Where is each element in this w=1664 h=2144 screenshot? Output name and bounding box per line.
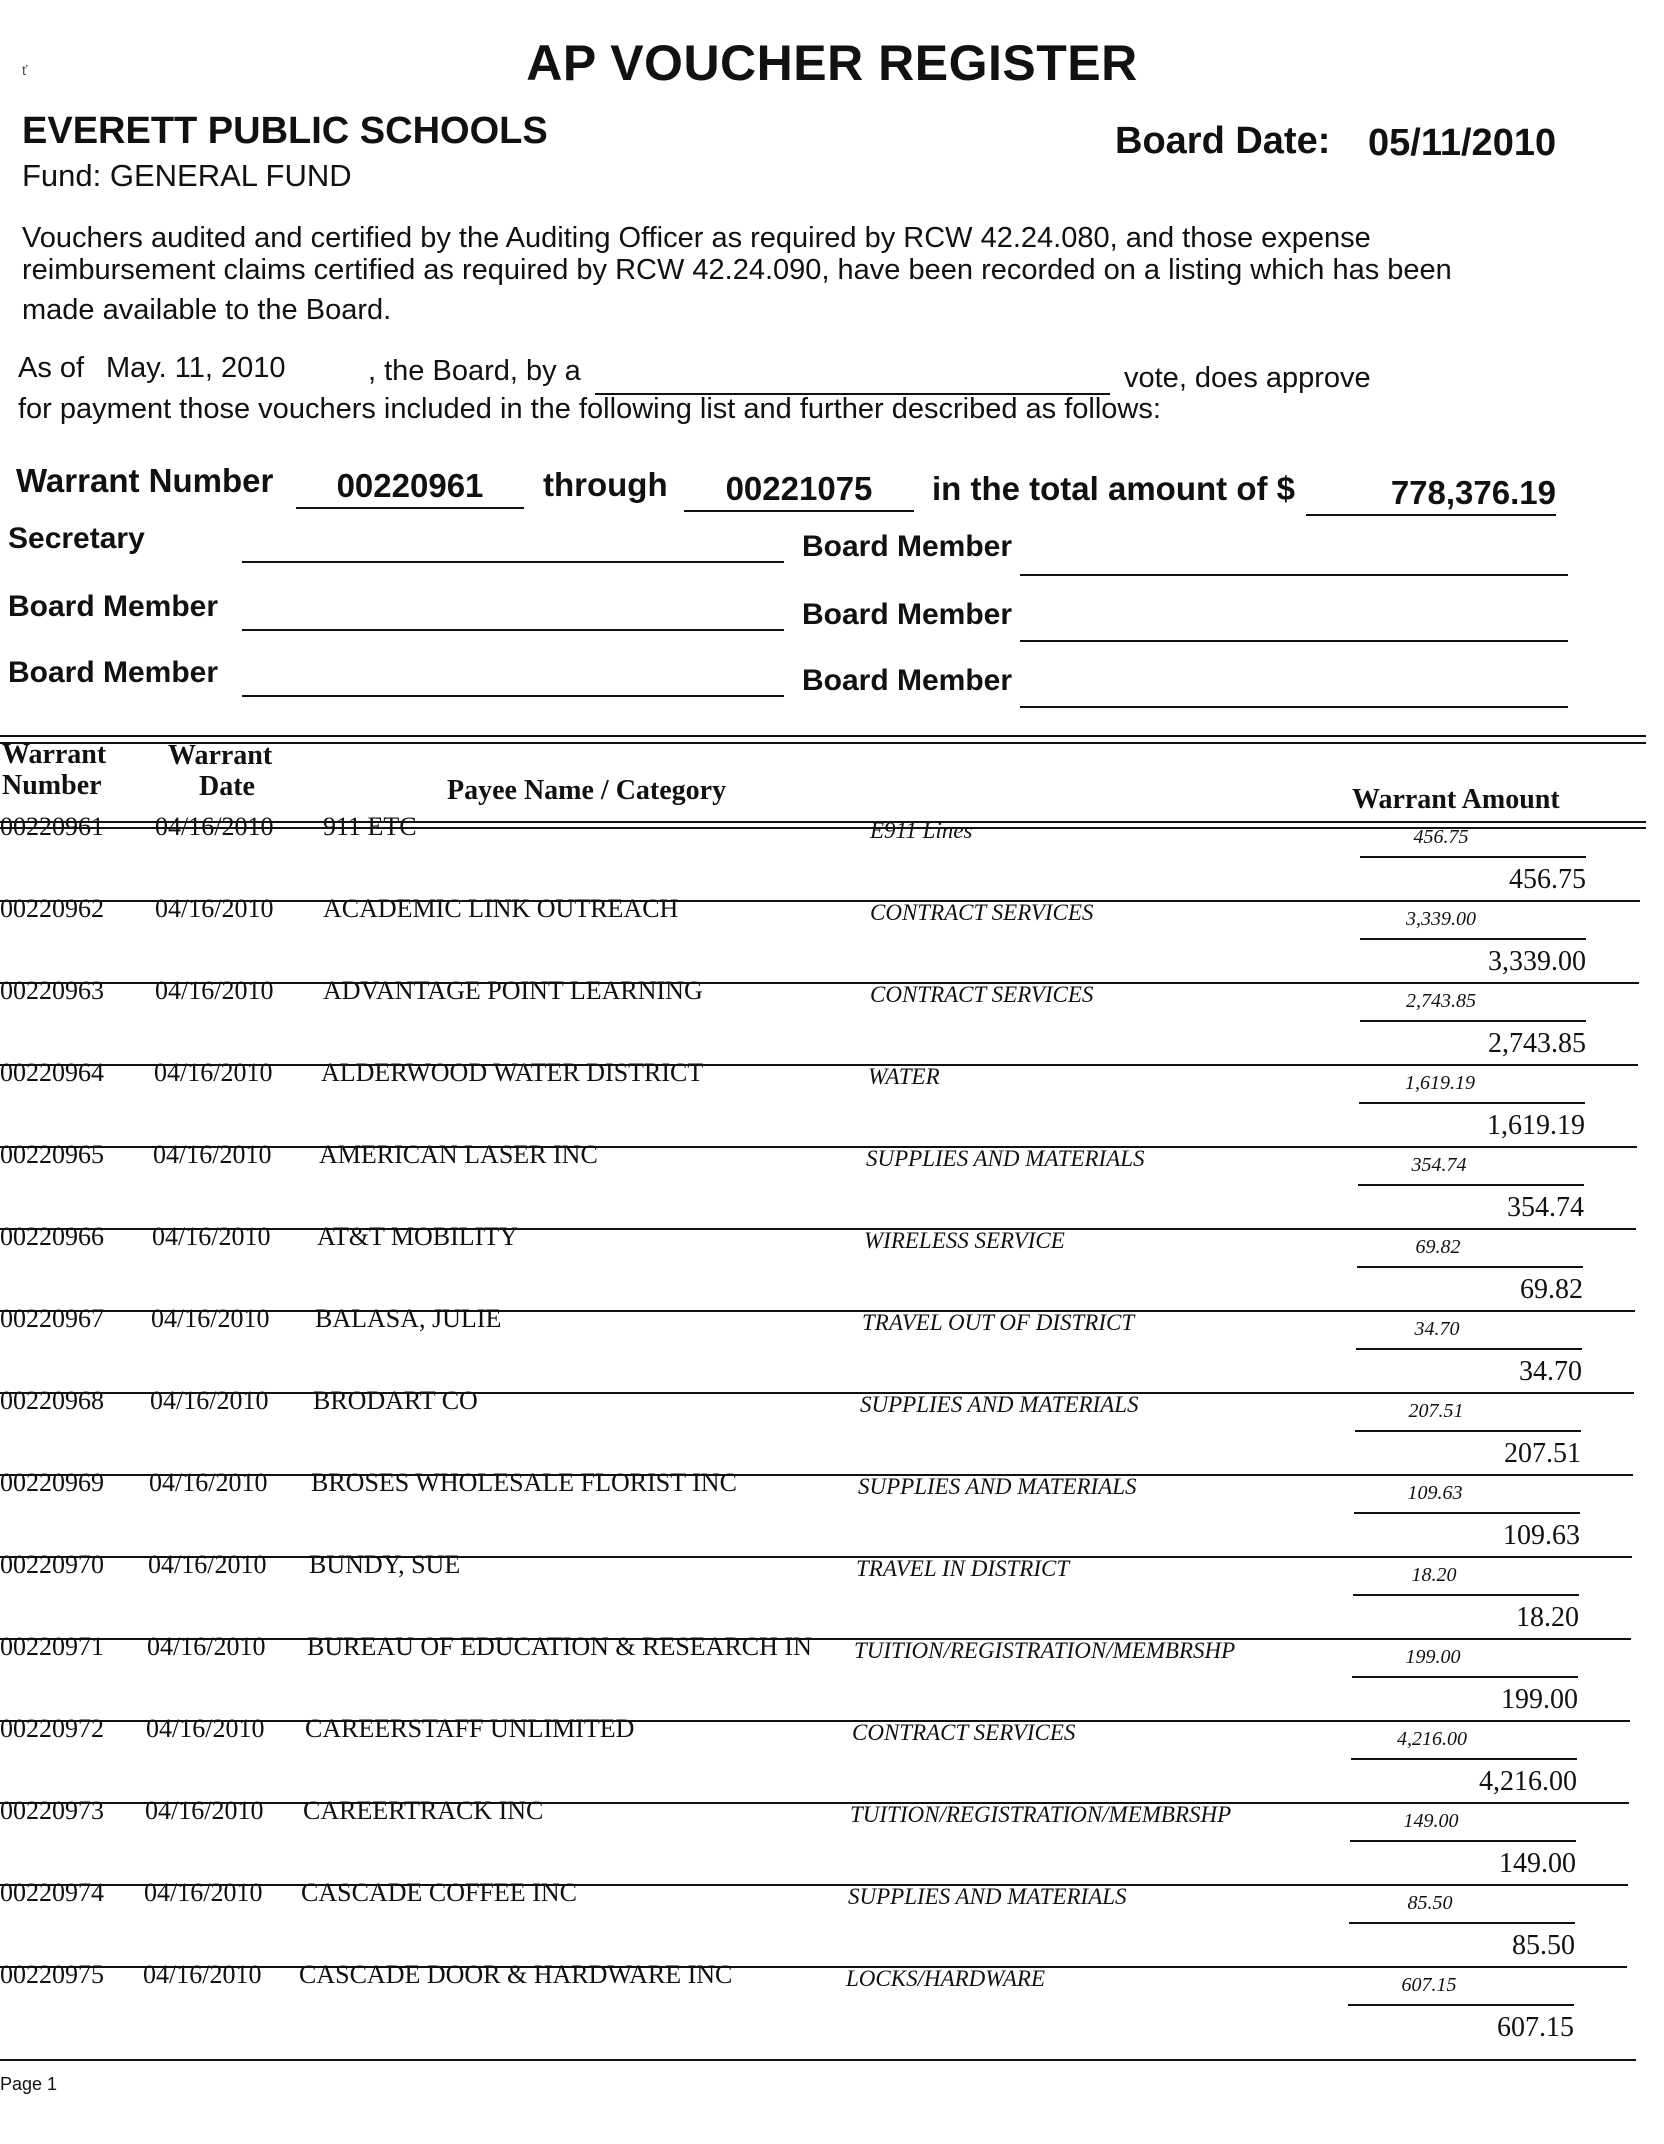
board-member-label: Board Member xyxy=(802,664,1013,697)
total-amount-value: 778,376.19 xyxy=(1306,474,1556,516)
warrant-number: 00220974 xyxy=(0,1878,104,1907)
warrant-from: 00220961 xyxy=(296,467,524,509)
line-amount: 4,216.00 xyxy=(1397,1728,1467,1750)
warrant-total: 1,619.19 xyxy=(1487,1110,1585,1141)
vote-text: vote, does approve xyxy=(1124,362,1371,394)
warrant-through-label: through xyxy=(543,466,668,503)
payee-category: TRAVEL OUT OF DISTRICT xyxy=(862,1310,1135,1335)
subtotal-underline xyxy=(1360,1020,1586,1022)
report-title: AP VOUCHER REGISTER xyxy=(526,35,1138,91)
subtotal-underline xyxy=(1350,1840,1576,1842)
warrant-number: 00220971 xyxy=(0,1632,104,1661)
header-text: Warrant xyxy=(168,740,273,771)
header-text: Number xyxy=(2,770,102,801)
warrant-total: 85.50 xyxy=(1512,1930,1575,1961)
line-amount: 207.51 xyxy=(1408,1400,1464,1422)
board-member-label: Board Member xyxy=(802,598,1013,631)
line-amount: 3,339.00 xyxy=(1406,908,1476,930)
warrant-number: 00220973 xyxy=(0,1796,104,1825)
warrant-number: 00220962 xyxy=(0,894,104,923)
board-member-signature-line xyxy=(1020,574,1568,576)
subtotal-underline xyxy=(1358,1184,1584,1186)
payee-name: BROSES WHOLESALE FLORIST INC xyxy=(311,1468,737,1497)
warrant-number: 00220968 xyxy=(0,1386,104,1415)
warrant-date: 04/16/2010 xyxy=(143,1960,262,1989)
subtotal-underline xyxy=(1353,1594,1579,1596)
certification-line-5: for payment those vouchers included in the following list and further described as follows: xyxy=(18,393,1161,425)
warrant-total: 4,216.00 xyxy=(1479,1766,1577,1797)
payee-name: BRODART CO xyxy=(313,1386,478,1415)
fund-label: Fund: GENERAL FUND xyxy=(22,158,352,193)
warrant-date: 04/16/2010 xyxy=(148,1550,267,1579)
line-amount: 149.00 xyxy=(1403,1810,1459,1832)
payee-name: BALASA, JULIE xyxy=(315,1304,502,1333)
table-bottom-rule xyxy=(0,2059,1636,2061)
warrant-total: 18.20 xyxy=(1516,1602,1579,1633)
payee-category: SUPPLIES AND MATERIALS xyxy=(848,1884,1127,1909)
subtotal-underline xyxy=(1360,938,1586,940)
line-amount: 18.20 xyxy=(1411,1564,1457,1586)
board-member-signature-line xyxy=(1020,706,1568,708)
header-warrant-date xyxy=(168,740,272,802)
subtotal-underline xyxy=(1354,1512,1580,1514)
warrant-date: 04/16/2010 xyxy=(149,1468,268,1497)
payee-name: CAREERTRACK INC xyxy=(303,1796,544,1825)
as-of-label: As of xyxy=(18,352,85,384)
warrant-number: 00220961 xyxy=(0,812,104,841)
subtotal-underline xyxy=(1349,1922,1575,1924)
subtotal-underline xyxy=(1352,1676,1578,1678)
warrant-date: 04/16/2010 xyxy=(144,1878,263,1907)
warrant-date: 04/16/2010 xyxy=(146,1714,265,1743)
warrant-date: 04/16/2010 xyxy=(151,1304,270,1333)
warrant-number: 00220972 xyxy=(0,1714,104,1743)
warrant-total: 354.74 xyxy=(1507,1192,1584,1223)
stray-mark: ť xyxy=(22,62,28,78)
warrant-date: 04/16/2010 xyxy=(145,1796,264,1825)
payee-name: CASCADE COFFEE INC xyxy=(301,1878,577,1907)
payee-category: SUPPLIES AND MATERIALS xyxy=(866,1146,1145,1171)
warrant-date: 04/16/2010 xyxy=(155,894,274,923)
board-member-signature-line xyxy=(242,629,784,631)
subtotal-underline xyxy=(1348,2004,1574,2006)
line-amount: 607.15 xyxy=(1401,1974,1457,1996)
warrant-date: 04/16/2010 xyxy=(155,812,274,841)
payee-category: TRAVEL IN DISTRICT xyxy=(856,1556,1070,1581)
board-member-label: Board Member xyxy=(8,590,219,623)
header-warrant-amount: Warrant Amount xyxy=(1352,784,1560,815)
board-member-signature-line xyxy=(242,695,784,697)
warrant-total: 149.00 xyxy=(1499,1848,1576,1879)
certification-line-3: made available to the Board. xyxy=(22,294,392,326)
subtotal-underline xyxy=(1351,1758,1577,1760)
secretary-signature-line xyxy=(242,561,784,563)
payee-name: ADVANTAGE POINT LEARNING xyxy=(323,976,703,1005)
payee-name: AT&T MOBILITY xyxy=(317,1222,519,1251)
payee-category: LOCKS/HARDWARE xyxy=(846,1966,1045,1991)
payee-category: TUITION/REGISTRATION/MEMBRSHP xyxy=(854,1638,1236,1663)
line-amount: 34.70 xyxy=(1414,1318,1460,1340)
warrant-total: 607.15 xyxy=(1497,2012,1574,2043)
warrant-total: 69.82 xyxy=(1520,1274,1583,1305)
payee-name: BUREAU OF EDUCATION & RESEARCH IN xyxy=(307,1632,812,1661)
warrant-number: 00220963 xyxy=(0,976,104,1005)
board-member-signature-line xyxy=(1020,640,1568,642)
line-amount: 1,619.19 xyxy=(1405,1072,1475,1094)
warrant-number: 00220964 xyxy=(0,1058,104,1087)
payee-category: CONTRACT SERVICES xyxy=(870,982,1094,1007)
warrant-number: 00220969 xyxy=(0,1468,104,1497)
secretary-label: Secretary xyxy=(8,522,145,555)
header-payee: Payee Name / Category xyxy=(447,775,727,806)
total-amount-label: in the total amount of $ xyxy=(932,470,1295,507)
line-amount: 85.50 xyxy=(1407,1892,1453,1914)
warrant-date: 04/16/2010 xyxy=(150,1386,269,1415)
subtotal-underline xyxy=(1355,1430,1581,1432)
payee-category: CONTRACT SERVICES xyxy=(870,900,1094,925)
payee-name: BUNDY, SUE xyxy=(309,1550,461,1579)
line-amount: 199.00 xyxy=(1405,1646,1461,1668)
line-amount: 109.63 xyxy=(1407,1482,1463,1504)
certification-line-2: reimbursement claims certified as required by RCW 42.24.090, have been recorded on a listing which has been xyxy=(22,254,1452,286)
payee-category: WATER xyxy=(868,1064,940,1089)
payee-name: ACADEMIC LINK OUTREACH xyxy=(323,894,679,923)
payee-category: CONTRACT SERVICES xyxy=(852,1720,1076,1745)
warrant-total: 2,743.85 xyxy=(1488,1028,1586,1059)
header-warrant-number xyxy=(2,739,106,801)
warrant-date: 04/16/2010 xyxy=(152,1222,271,1251)
board-member-label: Board Member xyxy=(802,530,1013,563)
payee-name: CAREERSTAFF UNLIMITED xyxy=(305,1714,635,1743)
as-of-date: May. 11, 2010 xyxy=(106,352,286,384)
payee-category: SUPPLIES AND MATERIALS xyxy=(860,1392,1139,1417)
payee-name: ALDERWOOD WATER DISTRICT xyxy=(321,1058,704,1087)
table-top-rule xyxy=(0,735,1646,737)
header-text: Warrant xyxy=(2,739,107,770)
line-amount: 456.75 xyxy=(1413,826,1469,848)
payee-name: 911 ETC xyxy=(323,812,417,841)
payee-name: CASCADE DOOR & HARDWARE INC xyxy=(299,1960,733,1989)
warrant-total: 199.00 xyxy=(1501,1684,1578,1715)
warrant-number: 00220967 xyxy=(0,1304,104,1333)
warrant-number: 00220966 xyxy=(0,1222,104,1251)
school-name: EVERETT PUBLIC SCHOOLS xyxy=(22,110,548,152)
warrant-date: 04/16/2010 xyxy=(155,976,274,1005)
board-date-value: 05/11/2010 xyxy=(1368,122,1557,164)
header-text: Date xyxy=(199,771,255,802)
board-by-text: , the Board, by a xyxy=(368,355,581,387)
subtotal-underline xyxy=(1356,1348,1582,1350)
warrant-date: 04/16/2010 xyxy=(153,1140,272,1169)
warrant-total: 207.51 xyxy=(1504,1438,1581,1469)
warrant-number: 00220970 xyxy=(0,1550,104,1579)
payee-category: SUPPLIES AND MATERIALS xyxy=(858,1474,1137,1499)
warrant-to: 00221075 xyxy=(684,470,914,512)
payee-category: E911 Lines xyxy=(870,818,973,843)
warrant-total: 3,339.00 xyxy=(1488,946,1586,977)
board-date-label: Board Date: xyxy=(1115,120,1331,162)
warrant-number-label: Warrant Number xyxy=(16,462,274,499)
warrant-date: 04/16/2010 xyxy=(154,1058,273,1087)
payee-name: AMERICAN LASER INC xyxy=(319,1140,598,1169)
certification-line-1: Vouchers audited and certified by the Auditing Officer as required by RCW 42.24.080, and those expense xyxy=(22,222,1371,254)
warrant-number: 00220965 xyxy=(0,1140,104,1169)
warrant-total: 34.70 xyxy=(1519,1356,1582,1387)
line-amount: 2,743.85 xyxy=(1406,990,1476,1012)
line-amount: 69.82 xyxy=(1415,1236,1461,1258)
subtotal-underline xyxy=(1360,856,1586,858)
warrant-number: 00220975 xyxy=(0,1960,104,1989)
line-amount: 354.74 xyxy=(1411,1154,1467,1176)
subtotal-underline xyxy=(1359,1102,1585,1104)
warrant-date: 04/16/2010 xyxy=(147,1632,266,1661)
subtotal-underline xyxy=(1357,1266,1583,1268)
payee-category: WIRELESS SERVICE xyxy=(864,1228,1065,1253)
warrant-total: 456.75 xyxy=(1509,864,1586,895)
warrant-total: 109.63 xyxy=(1503,1520,1580,1551)
payee-category: TUITION/REGISTRATION/MEMBRSHP xyxy=(850,1802,1232,1827)
page-number: Page 1 xyxy=(0,2074,58,2094)
board-member-label: Board Member xyxy=(8,656,219,689)
